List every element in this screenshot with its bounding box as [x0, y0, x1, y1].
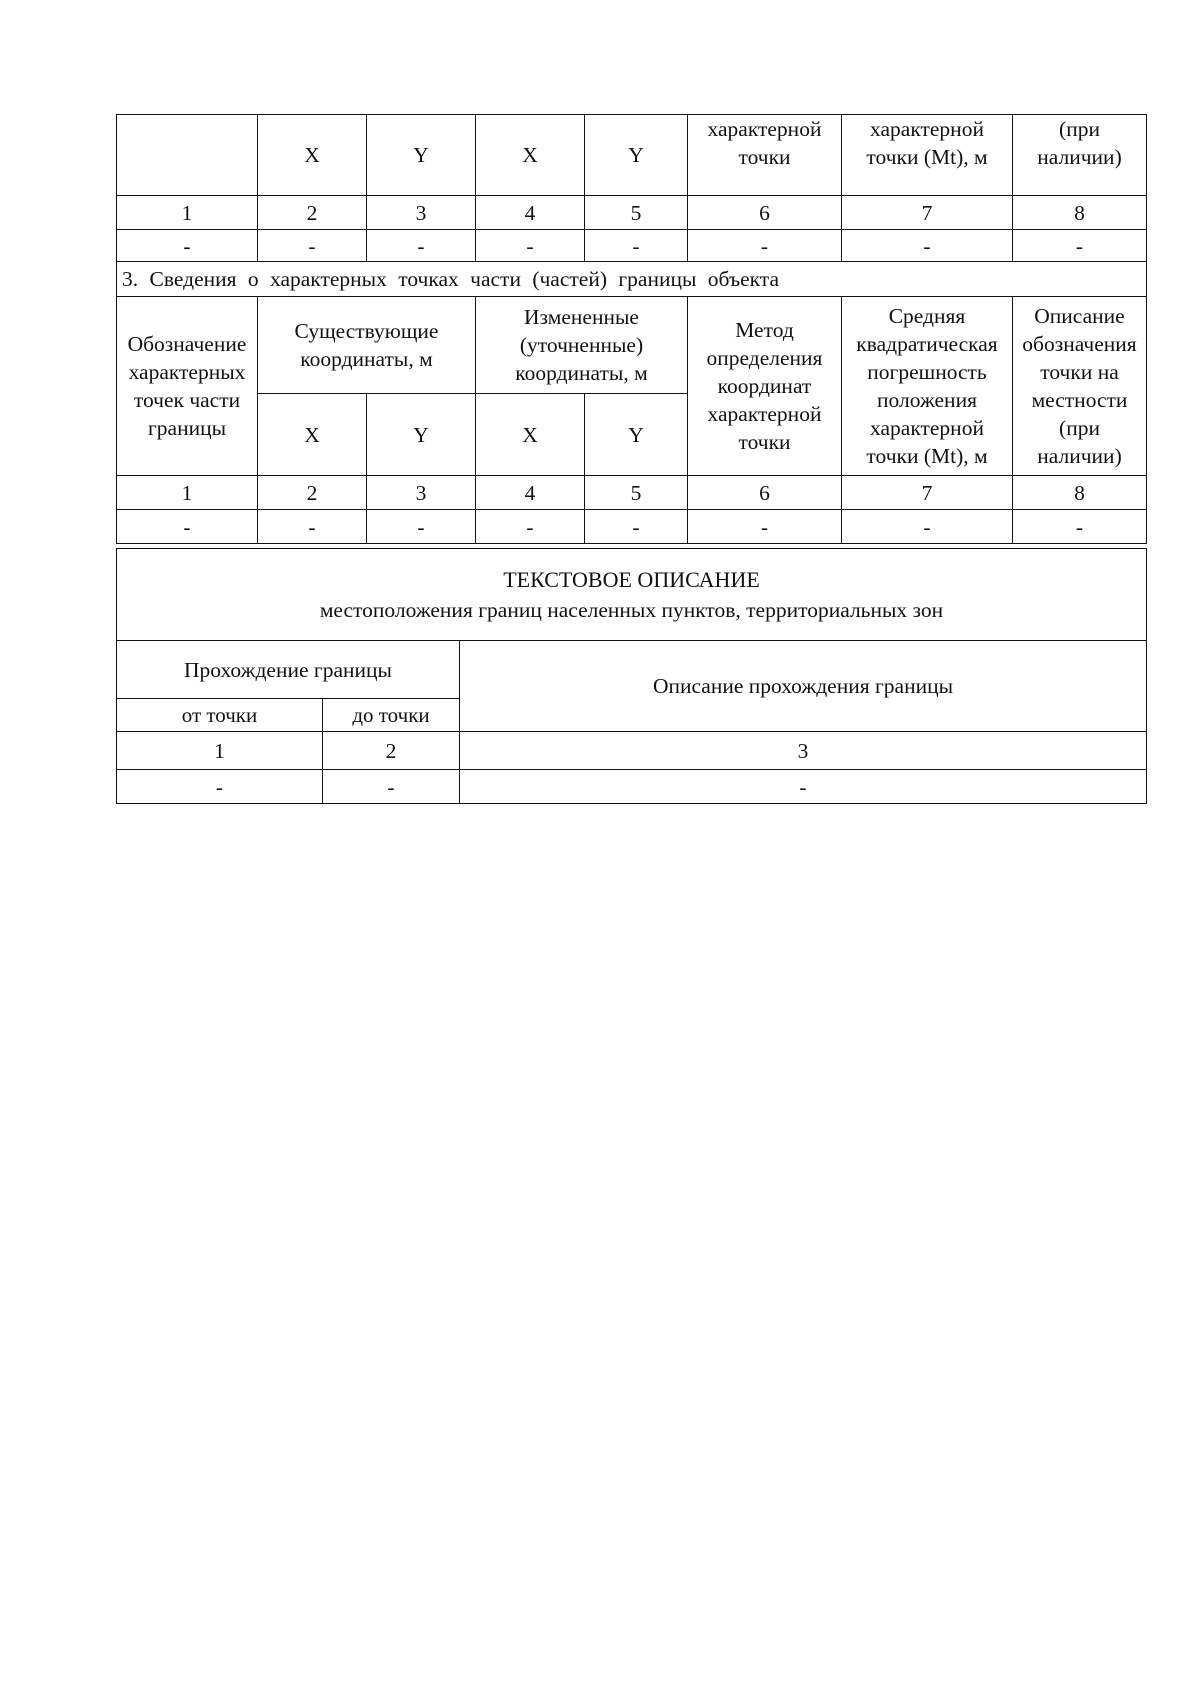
cell-value: - — [585, 230, 688, 262]
header-line: обозначения — [1022, 332, 1137, 356]
error-header-tail — [842, 115, 1013, 196]
cell-value: - — [585, 510, 688, 544]
cell-value: - — [117, 230, 258, 262]
section-title-row — [117, 262, 1147, 297]
column-number: 5 — [585, 196, 688, 230]
x-existing-header: X — [258, 115, 367, 196]
header-line: точек части — [133, 388, 241, 412]
column-number: 6 — [688, 476, 842, 510]
header-row — [117, 297, 1147, 394]
column-number: 1 — [117, 732, 323, 770]
x-existing-header: X — [258, 394, 367, 476]
header-line: (при — [1059, 117, 1100, 141]
column-number: 7 — [842, 476, 1013, 510]
column-number-row — [117, 732, 1147, 770]
header-line: Обозначение — [127, 332, 247, 356]
header-line: Метод — [735, 318, 794, 342]
passage-description-header: Описание прохождения границы — [460, 641, 1147, 732]
cell-value: - — [476, 230, 585, 262]
cell-value: - — [367, 230, 476, 262]
column-number: 3 — [367, 476, 476, 510]
boundary-passage-header: Прохождение границы — [117, 641, 460, 699]
continuation-header-row — [117, 115, 1147, 196]
header-line: (при — [1059, 416, 1100, 440]
x-changed-header: X — [476, 394, 585, 476]
designation-header-cont — [117, 115, 258, 196]
cell-value: - — [367, 510, 476, 544]
column-number-row — [117, 476, 1147, 510]
cell-value: - — [323, 770, 460, 804]
column-number: 2 — [323, 732, 460, 770]
header-line: характерных — [128, 360, 246, 384]
cell-value: - — [842, 510, 1013, 544]
coordinates-table — [116, 114, 1147, 544]
y-existing-header: Y — [367, 115, 476, 196]
column-number: 5 — [585, 476, 688, 510]
header-line: Измененные — [524, 305, 639, 329]
table-row — [117, 230, 1147, 262]
header-line: определения — [706, 346, 823, 370]
cell-value: - — [476, 510, 585, 544]
y-changed-header: Y — [585, 394, 688, 476]
table-row — [117, 510, 1147, 544]
header-line: погрешность — [867, 360, 987, 384]
header-line: наличии) — [1037, 145, 1122, 169]
table-row — [117, 770, 1147, 804]
header-line: характерной — [870, 416, 984, 440]
header-line: Описание — [1034, 304, 1125, 328]
header-line: Средняя — [888, 304, 966, 328]
header-line: (уточненные) — [519, 333, 644, 357]
column-number: 8 — [1013, 476, 1147, 510]
title-row — [117, 549, 1147, 641]
cell-value: - — [688, 510, 842, 544]
cell-value: - — [258, 230, 367, 262]
column-number: 4 — [476, 476, 585, 510]
from-point-header: от точки — [117, 699, 323, 732]
column-number: 1 — [117, 196, 258, 230]
column-number-row — [117, 196, 1147, 230]
header-line: местности — [1031, 388, 1128, 412]
text-description-subtitle: местоположения границ населенных пунктов, территориальных зон — [319, 597, 944, 622]
cell-value: - — [117, 510, 258, 544]
header-line: положения — [877, 388, 977, 412]
method-header-tail — [688, 115, 842, 196]
cell-value: - — [1013, 230, 1147, 262]
column-number: 6 — [688, 196, 842, 230]
header-line: наличии) — [1037, 444, 1122, 468]
column-number: 4 — [476, 196, 585, 230]
header-line: точки на — [1040, 360, 1119, 384]
cell-value: - — [1013, 510, 1147, 544]
column-number: 2 — [258, 196, 367, 230]
changed-coords-header — [476, 297, 688, 394]
header-line: характерной — [707, 117, 822, 141]
cell-value: - — [688, 230, 842, 262]
header-line: координат — [717, 374, 812, 398]
description-header — [1013, 297, 1147, 476]
section-3-title: 3. Сведения о характерных точках части (частей) границы объекта — [117, 262, 1147, 297]
header-line: координаты, м — [515, 361, 648, 385]
header-line: точки — [738, 145, 791, 169]
header-line: квадратическая — [856, 332, 998, 356]
header-line: Существующие — [294, 319, 439, 343]
header-line: координаты, м — [300, 347, 433, 371]
column-number: 3 — [460, 732, 1147, 770]
header-line: точки (Mt), м — [866, 145, 988, 169]
cell-value: - — [117, 770, 323, 804]
to-point-header: до точки — [323, 699, 460, 732]
header-line: границы — [147, 416, 227, 440]
method-header — [688, 297, 842, 476]
cell-value: - — [842, 230, 1013, 262]
header-line: точки — [738, 430, 791, 454]
y-existing-header: Y — [367, 394, 476, 476]
column-number: 1 — [117, 476, 258, 510]
header-row — [117, 641, 1147, 699]
designation-header — [117, 297, 258, 476]
text-description-title: ТЕКСТОВОЕ ОПИСАНИЕ — [503, 566, 760, 592]
column-number: 8 — [1013, 196, 1147, 230]
header-line: точки (Mt), м — [866, 444, 988, 468]
description-header-tail — [1013, 115, 1147, 196]
existing-coords-header — [258, 297, 476, 394]
cell-value: - — [258, 510, 367, 544]
header-line: характерной — [707, 402, 822, 426]
column-number: 2 — [258, 476, 367, 510]
column-number: 7 — [842, 196, 1013, 230]
x-changed-header: X — [476, 115, 585, 196]
text-description-table — [116, 548, 1147, 804]
column-number: 3 — [367, 196, 476, 230]
y-changed-header: Y — [585, 115, 688, 196]
cell-value: - — [460, 770, 1147, 804]
error-header — [842, 297, 1013, 476]
header-line: характерной — [870, 117, 984, 141]
text-description-title-cell — [117, 549, 1147, 641]
